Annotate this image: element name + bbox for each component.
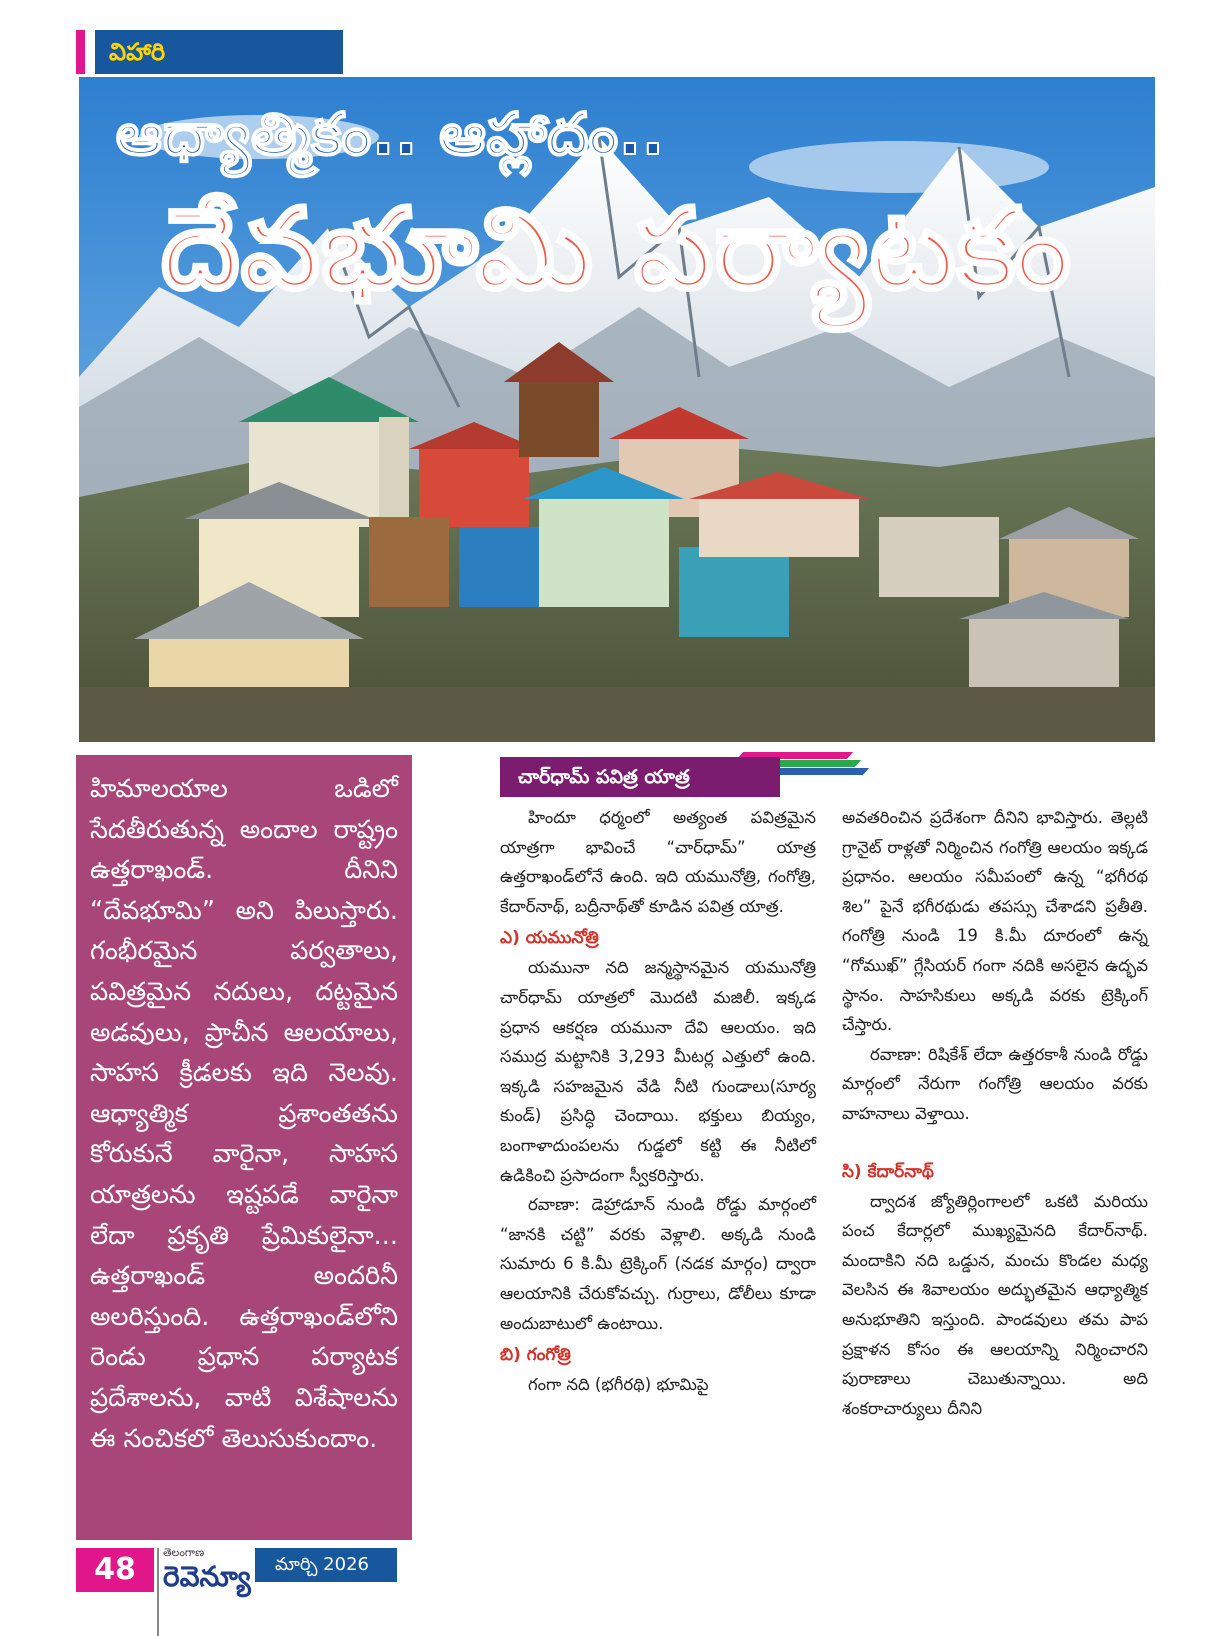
article-paragraph: గంగా నది (భగీరథి) భూమిపై [528,1375,709,1395]
brand-logo: రెవెన్యూ [163,1560,251,1593]
subheading-kedarnath: సి) కేదార్‌నాథ్ [842,1161,934,1182]
subheading-gangotri: బి) గంగోత్రి [500,1345,571,1366]
column-gap [842,1129,1148,1155]
brand-subtitle: తెలంగాణ [163,1546,205,1559]
section-heading: చార్‌ధామ్ పవిత్ర యాత్ర [500,757,780,797]
footer-divider [157,1548,159,1636]
article-column-1 [500,803,816,1400]
subheading-yamunotri: ఎ) యమునోత్రి [500,928,599,949]
article-paragraph: రవాణా: డెహ్రాడూన్ నుండి రోడ్డు మార్గంలో “జానకి చట్టి” వరకు వెళ్లాలి. అక్కడి నుండి సుమారు 6 కి.మీ ట్రెక్కింగ్ (నడక మార్గం) ద్వారా ఆలయానికి చేరుకోవచ్చు. గుర్రాలు, డోలీలు కూడా అందుబాటులో ఉంటాయి. [500,1195,816,1333]
intro-text: హిమాలయాల ఒడిలో సేదతీరుతున్న అందాల రాష్ట్రం ఉత్తరాఖండ్. దీనిని “దేవభూమి” అని పిలుస్తారు. గంభీరమైన పర్వతాలు, పవిత్రమైన నదులు, దట్టమైన అడవులు, ప్రాచీన ఆలయాలు, సాహస క్రీడలకు ఇది నెలవు. ఆధ్యాత్మిక ప్రశాంతతను కోరుకునే వారైనా, సాహస యాత్రలను ఇష్టపడే వారైనా లేదా ప్రకృతి ప్రేమికులైనా... ఉత్తరాఖండ్ అందరినీ అలరిస్తుంది. ఉత్తరాఖండ్‌లోని రెండు ప్రధాన పర్యాటక ప్రదేశాలను, వాటి విశేషాలను ఈ సంచికలో తెలుసుకుందాం. [90,774,398,1454]
article-paragraph: ద్వాదశ జ్యోతిర్లింగాలలో ఒకటి మరియు పంచ కేదార్లలో ముఖ్యమైనది కేదార్‌నాథ్. మందాకిని నది ఒడ్డున, మంచు కొండల మధ్య వెలసిన ఈ శివాలయం అద్భుతమైన ఆధ్యాత్మిక అనుభూతిని ఇస్తుంది. పాండవులు తమ పాప ప్రక్షాళన కోసం ఈ ఆలయాన్ని నిర్మించారని పురాణాలు చెబుతున్నాయి. అది శంకరాచార్యులు దీనిని [842,1191,1148,1418]
article-paragraph: యమునా నది జన్మస్థానమైన యమునోత్రి చార్‌ధామ్ యాత్రలో మొదటి మజిలీ. ఇక్కడ ప్రధాన ఆకర్షణ యమునా దేవి ఆలయం. ఇది సముద్ర మట్టానికి 3,293 మీటర్ల ఎత్తులో ఉంది. ఇక్కడి సహజమైన వేడి నీటి గుండాలు(సూర్య కుండ్) ప్రసిద్ధి చెందాయి. భక్తులు బియ్యం, బంగాళాదుంపలను గుడ్డలో కట్టి ఈ నీటిలో ఉడికించి ప్రసాదంగా స్వీకరిస్తారు. [500,958,816,1185]
hero-kicker: ఆధ్యాత్మికం.. ఆహ్లాదం.. [116,100,665,168]
article-paragraph: రవాణా: రిషికేశ్ లేదా ఉత్తరకాశీ నుండి రోడ్డు మార్గంలో నేరుగా గంగోత్రి ఆలయం వరకు వాహనాలు వెళ్తాయి. [842,1044,1148,1123]
intro-box [76,755,412,1540]
article-paragraph: అవతరించిన ప్రదేశంగా దీనిని భావిస్తారు. తెల్లటి గ్రానైట్ రాళ్లతో నిర్మించిన గంగోత్రి ఆలయం ఇక్కడ ప్రధానం. ఆలయం సమీపంలో ఉన్న “భగీరథ శిల” పైనే భగీరథుడు తపస్సు చేశాడని ప్రతీతి. గంగోత్రి నుండి 19 కి.మీ దూరంలో ఉన్న “గోముఖ్” గ్లేసియర్ గంగా నదికి అసలైన ఉద్భవ స్థానం. సాహసికులు అక్కడి వరకు ట్రెక్కింగ్ చేస్తారు. [842,808,1148,1035]
article-paragraph: హిందూ ధర్మంలో అత్యంత పవిత్రమైన యాత్రగా భావించే “చార్‌ధామ్” యాత్ర ఉత్తరాఖండ్‌లోనే ఉంది. ఇది యమునోత్రి, గంగోత్రి, కేదార్‌నాథ్, బద్రీనాథ్‌తో కూడిన పవిత్ర యాత్ర. [500,808,816,916]
article-column-2 [842,803,1148,1423]
section-tag: విహారి [95,30,343,74]
page-number: 48 [76,1548,154,1592]
issue-date: మార్చి 2026 [255,1548,397,1582]
hero-headline: దేవభూమి పర్యాటకం [161,185,1073,313]
section-accent-bar [76,30,85,74]
